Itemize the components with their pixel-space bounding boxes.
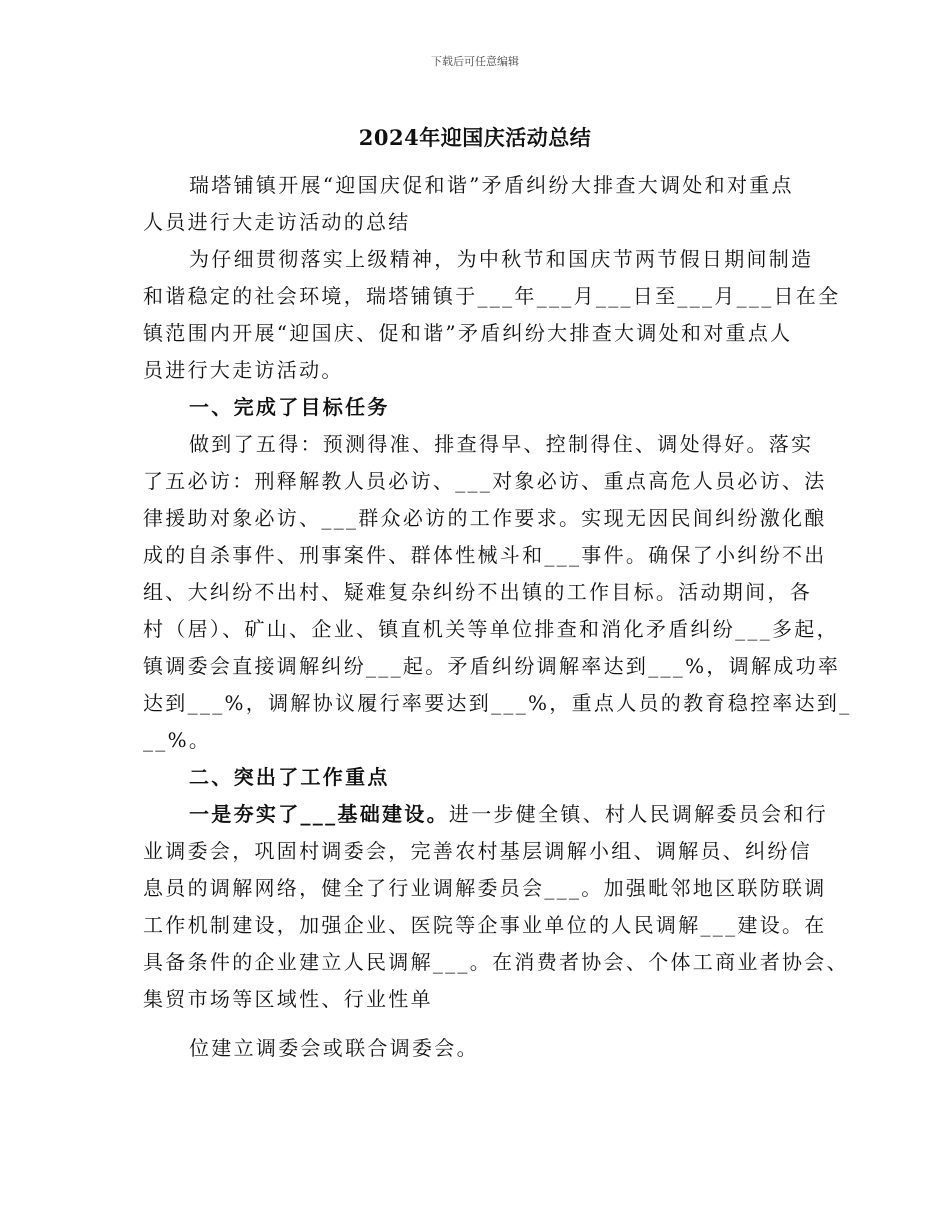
paragraph-line: 成的自杀事件、刑事案件、群体性械斗和___事件。确保了小纠纷不出 [143, 543, 827, 567]
paragraph-line: 了五必访：刑释解教人员必访、___对象必访、重点高危人员必访、法 [143, 469, 827, 493]
paragraph-line: 工作机制建设，加强企业、医院等企事业单位的人民调解___建设。在 [143, 913, 827, 937]
paragraph-line: 达到___%，调解协议履行率要达到___%，重点人员的教育稳控率达到_ [143, 691, 852, 715]
paragraph-line: 息员的调解网络，健全了行业调解委员会___。加强毗邻地区联防联调 [143, 876, 827, 900]
paragraph-line: 律援助对象必访、___群众必访的工作要求。实现无因民间纠纷激化酿 [143, 506, 827, 530]
document-title: 2024年迎国庆活动总结 [358, 125, 592, 150]
section-heading-2: 二、突出了工作重点 [189, 765, 390, 789]
paragraph-line: 员进行大走访活动。 [143, 358, 344, 382]
paragraph-line-rest: 进一步健全镇、村人民调解委员会和行 [448, 802, 829, 826]
paragraph-line: 做到了五得：预测得准、排查得早、控制得住、调处得好。落实 [189, 432, 814, 456]
paragraph-line: 瑞塔铺镇开展“迎国庆促和谐”矛盾纠纷大排查大调处和对重点 [189, 173, 794, 197]
paragraph-line: 具备条件的企业建立人民调解___。在消费者协会、个体工商业者协会、 [143, 950, 849, 974]
paragraph-line: 组、大纠纷不出村、疑难复杂纠纷不出镇的工作目标。活动期间，各 [143, 580, 812, 604]
paragraph-line: __%。 [143, 728, 212, 752]
header-note: 下载后可任意编辑 [431, 55, 519, 68]
paragraph-line: 人员进行大走访活动的总结 [143, 210, 411, 234]
paragraph-line: 集贸市场等区域性、行业性单 [143, 987, 433, 1011]
paragraph-line: 镇范围内开展“迎国庆、促和谐”矛盾纠纷大排查大调处和对重点人 [143, 321, 793, 345]
paragraph-line: 村（居）、矿山、企业、镇直机关等单位排查和消化矛盾纠纷___多起， [143, 617, 839, 641]
paragraph-line: 业调委会，巩固村调委会，完善农村基层调解小组、调解员、纠纷信 [143, 839, 812, 863]
paragraph-line: 和谐稳定的社会环境，瑞塔铺镇于___年___月___日至___月___日在全 [143, 284, 841, 308]
bold-lead-text: 一是夯实了___基础建设。 [189, 802, 449, 826]
paragraph-line: 位建立调委会或联合调委会。 [189, 1036, 479, 1060]
paragraph-line: 为仔细贯彻落实上级精神，为中秋节和国庆节两节假日期间制造 [189, 247, 814, 271]
section-heading-1: 一、完成了目标任务 [189, 395, 390, 419]
paragraph-line [143, 796, 829, 833]
document-body [143, 167, 852, 1067]
paragraph-line: 镇调委会直接调解纠纷___起。矛盾纠纷调解率达到___%，调解成功率 [143, 654, 841, 678]
